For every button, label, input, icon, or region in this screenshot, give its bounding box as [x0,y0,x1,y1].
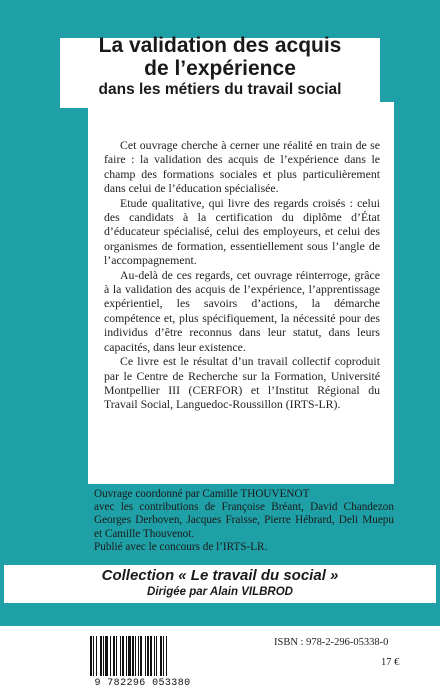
barcode-bar [122,636,124,676]
barcode-bar [96,636,97,676]
contributions-line: avec les contributions de Françoise Bréant, David Chandezon Georges Derboven, Jacques Fraisse, Pierre Hébrard, Deli Muepu et Camille Thouvenot. [94,501,394,540]
barcode-bar [163,636,164,676]
barcode-bar [120,636,121,676]
barcode-bar [166,636,167,676]
book-title-line-2: de l’expérience [144,57,296,80]
barcode-bar [105,636,108,676]
barcode-bar [135,636,136,676]
barcode-bar [93,636,94,676]
barcode-bar [156,636,157,676]
isbn: ISBN : 978-2-296-05338-0 [274,637,389,648]
left-color-strip [0,102,88,492]
barcode-bar [110,636,111,676]
coordinator-line: Ouvrage coordonné par Camille THOUVENOT [94,488,310,500]
blurb-paragraph: Ce livre est le résultat d’un travail collectif coproduit par le Centre de Recherche sur la Formation, Université Montpellier III (CERFOR) et l’Institut Régional du Travail Social, Languedoc-Roussillon (IRTS-LR). [104,354,380,412]
barcode-bars [86,634,199,678]
title-block [60,34,380,108]
barcode-bar [113,636,115,676]
barcode-bar [145,636,146,676]
book-subtitle: dans les métiers du travail social [98,81,342,98]
publication-support-line: Publié avec le concours de l’IRTS-LR. [94,540,268,553]
barcode-digits: 9 782296 053380 [94,678,191,689]
price: 17 € [381,657,400,668]
book-title-line-1: La validation des acquis [98,34,342,57]
barcode-bar [90,636,92,676]
barcode-bar [138,636,139,676]
barcode-bar [100,636,102,676]
back-cover-blurb [104,138,380,412]
barcode-bar [140,636,142,676]
barcode-bar [150,636,152,676]
barcode-bar [147,636,149,676]
barcode [86,634,199,694]
barcode-bar [128,636,131,676]
blurb-paragraph: Etude qualitative, qui livre des regards croisés : celui des candidats à la certification du diplôme d’État d’éducateur spécialisé, celui des employeurs, et celui des organismes de formation, essentiellement sous l’angle de l’accompagnement. [104,195,380,268]
blurb-paragraph: Au-delà de ces regards, cet ouvrage réinterroge, grâce à la validation des acquis de l’expérience, l’apprentissage expérientiel, les savoirs d’actions, la démarche compétence et, plus spécifiquement, la nécessité pour des individus d’être reconnus dans leur statut, dans leurs capacités, dans leur existence. [104,267,380,354]
right-color-strip [394,102,440,492]
contributors-block [94,488,394,554]
barcode-bar [160,636,162,676]
collection-title: Collection « Le travail du social » [101,567,339,584]
barcode-bar [132,636,134,676]
collection-director: Dirigée par Alain VILBROD [147,586,293,598]
barcode-bar [126,636,127,676]
collection-block [4,565,436,603]
blurb-paragraph: Cet ouvrage cherche à cerner une réalité en train de se faire : la validation des acquis de l’expérience dans le champ des formations sociales et plus particulièrement dans celui de l’éducation spécialisée. [104,138,380,196]
barcode-bar [116,636,117,676]
barcode-bar [154,636,155,676]
barcode-bar [103,636,104,676]
